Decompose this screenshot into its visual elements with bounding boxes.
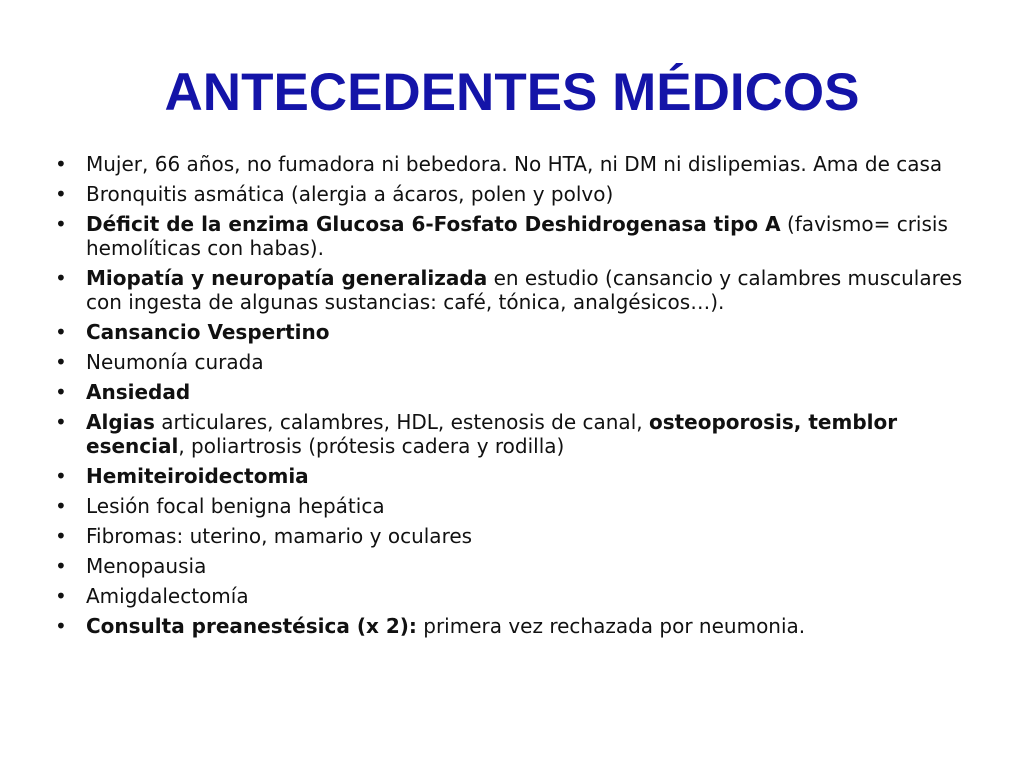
list-item-text: Neumonía curada: [86, 350, 264, 374]
bullet-icon: •: [55, 266, 67, 290]
bullet-icon: •: [55, 182, 67, 206]
list-item-bold-text: Déficit de la enzima Glucosa 6-Fosfato Deshidrogenasa tipo A: [86, 212, 781, 236]
list-item-text: Bronquitis asmática (alergia a ácaros, polen y polvo): [86, 182, 614, 206]
list-item-text: Lesión focal benigna hepática: [86, 494, 385, 518]
list-item-bold-text: Cansancio Vespertino: [86, 320, 330, 344]
list-item: [55, 554, 1000, 578]
slide-title: ANTECEDENTES MÉDICOS: [164, 63, 860, 122]
list-item-text: Amigdalectomía: [86, 584, 249, 608]
list-item: [55, 266, 1000, 314]
bullet-icon: •: [55, 614, 67, 638]
list-item: [55, 494, 1000, 518]
list-item: [55, 152, 1000, 176]
bullet-icon: •: [55, 152, 67, 176]
list-item-bold-text: Ansiedad: [86, 380, 191, 404]
list-item-text: , poliartrosis (prótesis cadera y rodilla): [178, 434, 565, 458]
list-item-text: articulares, calambres, HDL, estenosis de canal,: [154, 410, 649, 434]
list-item: [55, 410, 1000, 458]
bullet-icon: •: [55, 350, 67, 374]
list-item: [55, 464, 1000, 488]
list-item-text: primera vez rechazada por neumonia.: [416, 614, 806, 638]
list-item: [55, 524, 1000, 548]
list-item: [55, 182, 1000, 206]
list-item: [55, 584, 1000, 608]
list-item-bold-text: Miopatía y neuropatía generalizada: [86, 266, 488, 290]
list-item: [55, 614, 1000, 638]
bullet-icon: •: [55, 380, 67, 404]
bullet-icon: •: [55, 212, 67, 236]
bullet-icon: •: [55, 464, 67, 488]
bullet-list: [55, 152, 1000, 644]
bullet-icon: •: [55, 410, 67, 434]
list-item: [55, 350, 1000, 374]
bullet-icon: •: [55, 584, 67, 608]
list-item-text: Fibromas: uterino, mamario y oculares: [86, 524, 473, 548]
bullet-icon: •: [55, 554, 67, 578]
list-item: [55, 212, 1000, 260]
bullet-icon: •: [55, 524, 67, 548]
list-item-text: Menopausia: [86, 554, 207, 578]
list-item-bold-text: osteoporosis, temblor esencial: [86, 410, 898, 458]
list-item-text: en estudio (cansancio y calambres musculares con ingesta de algunas sustancias: café, tónica, analgésicos…).: [86, 266, 963, 314]
bullet-icon: •: [55, 320, 67, 344]
list-item: [55, 320, 1000, 344]
list-item-bold-text: Algias: [86, 410, 155, 434]
list-item-text: Mujer, 66 años, no fumadora ni bebedora. No HTA, ni DM ni dislipemias. Ama de casa: [86, 152, 943, 176]
bullet-icon: •: [55, 494, 67, 518]
list-item-bold-text: Hemiteiroidectomia: [86, 464, 309, 488]
list-item-text: (favismo= crisis hemolíticas con habas).: [86, 212, 948, 260]
list-item: [55, 380, 1000, 404]
list-item-bold-text: Consulta preanestésica (x 2):: [86, 614, 417, 638]
